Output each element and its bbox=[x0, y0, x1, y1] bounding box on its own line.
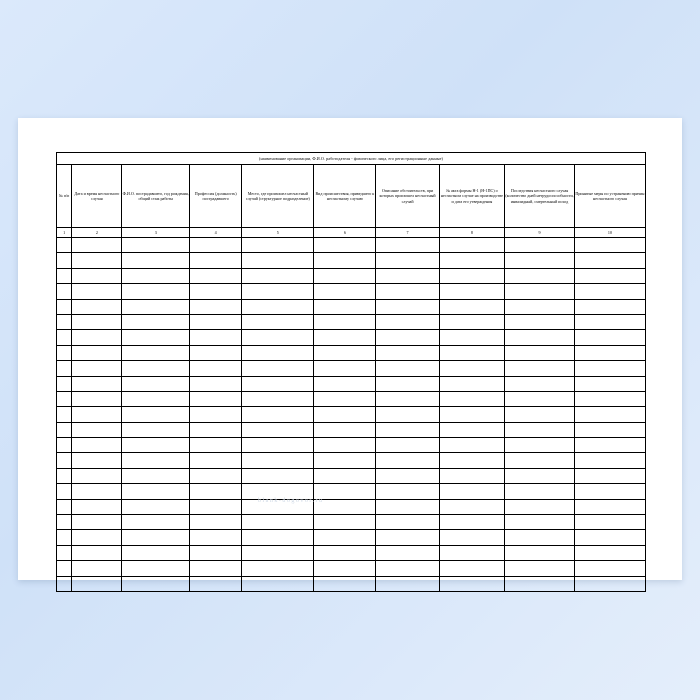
table-cell-col-9[interactable] bbox=[505, 484, 575, 499]
column-header-2: Дата и время несчастного случая bbox=[72, 165, 122, 228]
table-cell-col-10[interactable] bbox=[574, 361, 645, 376]
table-cell-col-3[interactable] bbox=[122, 330, 190, 345]
table-cell-col-4[interactable] bbox=[190, 561, 242, 576]
table-cell-col-10[interactable] bbox=[574, 515, 645, 530]
table-cell-col-10[interactable] bbox=[574, 284, 645, 299]
table-row[interactable] bbox=[57, 561, 646, 576]
table-cell-col-10[interactable] bbox=[574, 314, 645, 329]
table-cell-col-8[interactable] bbox=[439, 268, 504, 283]
table-cell-col-5[interactable] bbox=[242, 314, 314, 329]
table-cell-col-6[interactable] bbox=[314, 299, 376, 314]
table-cell-col-3[interactable] bbox=[122, 499, 190, 514]
table-cell-col-4[interactable] bbox=[190, 545, 242, 560]
table-row[interactable] bbox=[57, 515, 646, 530]
table-cell-col-1[interactable] bbox=[57, 284, 72, 299]
table-cell-col-2[interactable] bbox=[72, 576, 122, 591]
table-cell-col-5[interactable] bbox=[242, 422, 314, 437]
table-cell-col-10[interactable] bbox=[574, 238, 645, 253]
table-cell-col-1[interactable] bbox=[57, 545, 72, 560]
table-cell-col-4[interactable] bbox=[190, 407, 242, 422]
table-cell-col-7[interactable] bbox=[376, 545, 439, 560]
table-cell-col-1[interactable] bbox=[57, 407, 72, 422]
table-cell-col-7[interactable] bbox=[376, 499, 439, 514]
table-cell-col-4[interactable] bbox=[190, 484, 242, 499]
table-cell-col-8[interactable] bbox=[439, 253, 504, 268]
table-cell-col-4[interactable] bbox=[190, 268, 242, 283]
table-cell-col-4[interactable] bbox=[190, 330, 242, 345]
table-cell-col-4[interactable] bbox=[190, 345, 242, 360]
table-cell-col-2[interactable] bbox=[72, 345, 122, 360]
table-cell-col-9[interactable] bbox=[505, 253, 575, 268]
table-cell-col-7[interactable] bbox=[376, 438, 439, 453]
table-cell-col-2[interactable] bbox=[72, 314, 122, 329]
table-cell-col-4[interactable] bbox=[190, 515, 242, 530]
table-cell-col-6[interactable] bbox=[314, 391, 376, 406]
table-cell-col-6[interactable] bbox=[314, 253, 376, 268]
table-cell-col-6[interactable] bbox=[314, 468, 376, 483]
table-cell-col-2[interactable] bbox=[72, 545, 122, 560]
column-number-4: 4 bbox=[190, 228, 242, 238]
table-cell-col-2[interactable] bbox=[72, 268, 122, 283]
table-cell-col-9[interactable] bbox=[505, 407, 575, 422]
table-cell-col-10[interactable] bbox=[574, 330, 645, 345]
table-cell-col-1[interactable] bbox=[57, 314, 72, 329]
watermark-text: blank-dogovor.ru bbox=[258, 498, 324, 504]
table-cell-col-7[interactable] bbox=[376, 484, 439, 499]
table-cell-col-4[interactable] bbox=[190, 314, 242, 329]
table-cell-col-9[interactable] bbox=[505, 391, 575, 406]
table-cell-col-1[interactable] bbox=[57, 391, 72, 406]
table-cell-col-9[interactable] bbox=[505, 468, 575, 483]
table-row[interactable] bbox=[57, 499, 646, 514]
table-cell-col-3[interactable] bbox=[122, 453, 190, 468]
table-cell-col-9[interactable] bbox=[505, 438, 575, 453]
table-row[interactable] bbox=[57, 330, 646, 345]
table-cell-col-8[interactable] bbox=[439, 407, 504, 422]
table-cell-col-2[interactable] bbox=[72, 561, 122, 576]
table-cell-col-3[interactable] bbox=[122, 530, 190, 545]
table-cell-col-6[interactable] bbox=[314, 438, 376, 453]
column-number-7: 7 bbox=[376, 228, 439, 238]
table-cell-col-9[interactable] bbox=[505, 284, 575, 299]
column-number-3: 3 bbox=[122, 228, 190, 238]
table-cell-col-9[interactable] bbox=[505, 422, 575, 437]
table-cell-col-9[interactable] bbox=[505, 453, 575, 468]
column-header-9: Последствия несчастного случая (количество дней нетрудоспособности, инвалидный, смертельный исход bbox=[505, 165, 575, 228]
table-cell-col-4[interactable] bbox=[190, 576, 242, 591]
column-header-5: Место, где произошел несчастный случай (структурное подразделение) bbox=[242, 165, 314, 228]
table-cell-col-4[interactable] bbox=[190, 530, 242, 545]
table-cell-col-10[interactable] bbox=[574, 453, 645, 468]
table-cell-col-3[interactable] bbox=[122, 376, 190, 391]
table-cell-col-10[interactable] bbox=[574, 561, 645, 576]
org-caption-cell: (наименование организации, Ф.И.О. работодателя - физического лица, его регистрационные данные) bbox=[57, 153, 646, 165]
table-cell-col-2[interactable] bbox=[72, 391, 122, 406]
table-cell-col-4[interactable] bbox=[190, 438, 242, 453]
table-cell-col-8[interactable] bbox=[439, 376, 504, 391]
table-cell-col-10[interactable] bbox=[574, 530, 645, 545]
table-cell-col-5[interactable] bbox=[242, 376, 314, 391]
table-row[interactable] bbox=[57, 345, 646, 360]
table-cell-col-9[interactable] bbox=[505, 314, 575, 329]
table-cell-col-2[interactable] bbox=[72, 438, 122, 453]
table-cell-col-10[interactable] bbox=[574, 576, 645, 591]
table-cell-col-7[interactable] bbox=[376, 253, 439, 268]
table-cell-col-7[interactable] bbox=[376, 361, 439, 376]
table-cell-col-3[interactable] bbox=[122, 545, 190, 560]
table-cell-col-2[interactable] bbox=[72, 407, 122, 422]
table-cell-col-7[interactable] bbox=[376, 376, 439, 391]
table-cell-col-9[interactable] bbox=[505, 576, 575, 591]
table-cell-col-5[interactable] bbox=[242, 468, 314, 483]
table-cell-col-1[interactable] bbox=[57, 299, 72, 314]
table-cell-col-9[interactable] bbox=[505, 361, 575, 376]
table-cell-col-8[interactable] bbox=[439, 314, 504, 329]
paper-sheet bbox=[18, 118, 682, 580]
table-cell-col-8[interactable] bbox=[439, 576, 504, 591]
table-cell-col-4[interactable] bbox=[190, 238, 242, 253]
table-cell-col-2[interactable] bbox=[72, 361, 122, 376]
table-cell-col-8[interactable] bbox=[439, 284, 504, 299]
table-cell-col-10[interactable] bbox=[574, 253, 645, 268]
table-row[interactable] bbox=[57, 576, 646, 591]
table-cell-col-3[interactable] bbox=[122, 422, 190, 437]
table-cell-col-2[interactable] bbox=[72, 284, 122, 299]
table-cell-col-1[interactable] bbox=[57, 515, 72, 530]
table-cell-col-2[interactable] bbox=[72, 422, 122, 437]
table-cell-col-7[interactable] bbox=[376, 391, 439, 406]
table-cell-col-7[interactable] bbox=[376, 330, 439, 345]
table-cell-col-2[interactable] bbox=[72, 299, 122, 314]
table-cell-col-5[interactable] bbox=[242, 299, 314, 314]
table-cell-col-2[interactable] bbox=[72, 330, 122, 345]
registration-table-area bbox=[56, 152, 646, 592]
table-cell-col-6[interactable] bbox=[314, 361, 376, 376]
table-cell-col-1[interactable] bbox=[57, 361, 72, 376]
table-cell-col-7[interactable] bbox=[376, 453, 439, 468]
table-row[interactable] bbox=[57, 268, 646, 283]
org-caption-row bbox=[57, 153, 646, 165]
table-cell-col-1[interactable] bbox=[57, 576, 72, 591]
column-number-10: 10 bbox=[574, 228, 645, 238]
table-cell-col-9[interactable] bbox=[505, 530, 575, 545]
table-cell-col-4[interactable] bbox=[190, 422, 242, 437]
table-row[interactable] bbox=[57, 253, 646, 268]
table-cell-col-10[interactable] bbox=[574, 499, 645, 514]
table-cell-col-5[interactable] bbox=[242, 345, 314, 360]
table-cell-col-5[interactable] bbox=[242, 453, 314, 468]
table-cell-col-3[interactable] bbox=[122, 515, 190, 530]
table-cell-col-3[interactable] bbox=[122, 268, 190, 283]
table-cell-col-5[interactable] bbox=[242, 253, 314, 268]
table-cell-col-2[interactable] bbox=[72, 499, 122, 514]
table-cell-col-8[interactable] bbox=[439, 499, 504, 514]
table-cell-col-8[interactable] bbox=[439, 545, 504, 560]
table-cell-col-7[interactable] bbox=[376, 468, 439, 483]
table-cell-col-1[interactable] bbox=[57, 268, 72, 283]
table-cell-col-3[interactable] bbox=[122, 468, 190, 483]
table-cell-col-10[interactable] bbox=[574, 484, 645, 499]
table-cell-col-2[interactable] bbox=[72, 376, 122, 391]
column-header-1: № п/п bbox=[57, 165, 72, 228]
table-cell-col-9[interactable] bbox=[505, 515, 575, 530]
table-row[interactable] bbox=[57, 422, 646, 437]
table-cell-col-5[interactable] bbox=[242, 515, 314, 530]
table-cell-col-1[interactable] bbox=[57, 238, 72, 253]
table-cell-col-2[interactable] bbox=[72, 515, 122, 530]
table-cell-col-4[interactable] bbox=[190, 253, 242, 268]
table-cell-col-3[interactable] bbox=[122, 361, 190, 376]
table-cell-col-7[interactable] bbox=[376, 314, 439, 329]
table-cell-col-6[interactable] bbox=[314, 576, 376, 591]
table-cell-col-8[interactable] bbox=[439, 299, 504, 314]
table-cell-col-4[interactable] bbox=[190, 499, 242, 514]
table-cell-col-8[interactable] bbox=[439, 238, 504, 253]
table-cell-col-8[interactable] bbox=[439, 345, 504, 360]
table-cell-col-5[interactable] bbox=[242, 238, 314, 253]
table-cell-col-1[interactable] bbox=[57, 453, 72, 468]
table-cell-col-8[interactable] bbox=[439, 515, 504, 530]
table-cell-col-9[interactable] bbox=[505, 330, 575, 345]
table-cell-col-6[interactable] bbox=[314, 238, 376, 253]
table-cell-col-2[interactable] bbox=[72, 468, 122, 483]
table-row[interactable] bbox=[57, 238, 646, 253]
table-cell-col-1[interactable] bbox=[57, 499, 72, 514]
table-cell-col-1[interactable] bbox=[57, 438, 72, 453]
table-cell-col-10[interactable] bbox=[574, 545, 645, 560]
table-cell-col-1[interactable] bbox=[57, 561, 72, 576]
table-cell-col-8[interactable] bbox=[439, 391, 504, 406]
table-cell-col-6[interactable] bbox=[314, 376, 376, 391]
table-row[interactable] bbox=[57, 284, 646, 299]
table-cell-col-7[interactable] bbox=[376, 515, 439, 530]
table-row[interactable] bbox=[57, 391, 646, 406]
table-row[interactable] bbox=[57, 468, 646, 483]
table-cell-col-7[interactable] bbox=[376, 299, 439, 314]
table-cell-col-3[interactable] bbox=[122, 253, 190, 268]
table-cell-col-7[interactable] bbox=[376, 576, 439, 591]
column-number-row bbox=[57, 228, 646, 238]
table-cell-col-8[interactable] bbox=[439, 468, 504, 483]
table-cell-col-10[interactable] bbox=[574, 407, 645, 422]
table-cell-col-4[interactable] bbox=[190, 391, 242, 406]
table-row[interactable] bbox=[57, 530, 646, 545]
table-cell-col-1[interactable] bbox=[57, 253, 72, 268]
table-cell-col-9[interactable] bbox=[505, 561, 575, 576]
table-cell-col-8[interactable] bbox=[439, 530, 504, 545]
table-cell-col-9[interactable] bbox=[505, 376, 575, 391]
table-header-row bbox=[57, 165, 646, 228]
table-cell-col-5[interactable] bbox=[242, 391, 314, 406]
table-cell-col-9[interactable] bbox=[505, 238, 575, 253]
table-cell-col-1[interactable] bbox=[57, 468, 72, 483]
table-cell-col-3[interactable] bbox=[122, 238, 190, 253]
table-cell-col-8[interactable] bbox=[439, 561, 504, 576]
table-cell-col-7[interactable] bbox=[376, 530, 439, 545]
table-cell-col-6[interactable] bbox=[314, 345, 376, 360]
table-cell-col-3[interactable] bbox=[122, 284, 190, 299]
table-cell-col-8[interactable] bbox=[439, 453, 504, 468]
table-cell-col-6[interactable] bbox=[314, 530, 376, 545]
table-cell-col-8[interactable] bbox=[439, 422, 504, 437]
table-row[interactable] bbox=[57, 314, 646, 329]
table-cell-col-9[interactable] bbox=[505, 345, 575, 360]
table-cell-col-3[interactable] bbox=[122, 576, 190, 591]
table-cell-col-4[interactable] bbox=[190, 361, 242, 376]
table-cell-col-9[interactable] bbox=[505, 299, 575, 314]
table-cell-col-3[interactable] bbox=[122, 299, 190, 314]
column-header-4: Профессия (должность) пострадавшего bbox=[190, 165, 242, 228]
table-cell-col-1[interactable] bbox=[57, 530, 72, 545]
table-cell-col-6[interactable] bbox=[314, 422, 376, 437]
table-cell-col-4[interactable] bbox=[190, 376, 242, 391]
table-cell-col-6[interactable] bbox=[314, 484, 376, 499]
table-cell-col-5[interactable] bbox=[242, 330, 314, 345]
table-cell-col-4[interactable] bbox=[190, 284, 242, 299]
column-number-9: 9 bbox=[505, 228, 575, 238]
table-cell-col-6[interactable] bbox=[314, 561, 376, 576]
table-cell-col-5[interactable] bbox=[242, 407, 314, 422]
table-cell-col-10[interactable] bbox=[574, 438, 645, 453]
column-header-6: Вид происшествия, приведшего к несчастному случаю bbox=[314, 165, 376, 228]
table-cell-col-10[interactable] bbox=[574, 345, 645, 360]
table-cell-col-7[interactable] bbox=[376, 422, 439, 437]
table-row[interactable] bbox=[57, 376, 646, 391]
table-cell-col-6[interactable] bbox=[314, 407, 376, 422]
table-cell-col-6[interactable] bbox=[314, 268, 376, 283]
table-cell-col-4[interactable] bbox=[190, 299, 242, 314]
table-cell-col-3[interactable] bbox=[122, 391, 190, 406]
table-cell-col-1[interactable] bbox=[57, 376, 72, 391]
table-cell-col-10[interactable] bbox=[574, 376, 645, 391]
column-number-2: 2 bbox=[72, 228, 122, 238]
table-cell-col-6[interactable] bbox=[314, 545, 376, 560]
column-number-5: 5 bbox=[242, 228, 314, 238]
table-row[interactable] bbox=[57, 361, 646, 376]
table-cell-col-7[interactable] bbox=[376, 345, 439, 360]
table-row[interactable] bbox=[57, 299, 646, 314]
table-cell-col-5[interactable] bbox=[242, 530, 314, 545]
table-row[interactable] bbox=[57, 545, 646, 560]
table-cell-col-7[interactable] bbox=[376, 284, 439, 299]
table-row[interactable] bbox=[57, 484, 646, 499]
table-cell-col-10[interactable] bbox=[574, 299, 645, 314]
table-cell-col-3[interactable] bbox=[122, 484, 190, 499]
table-row[interactable] bbox=[57, 438, 646, 453]
table-cell-col-9[interactable] bbox=[505, 499, 575, 514]
table-cell-col-5[interactable] bbox=[242, 484, 314, 499]
table-cell-col-10[interactable] bbox=[574, 468, 645, 483]
table-cell-col-5[interactable] bbox=[242, 268, 314, 283]
table-cell-col-7[interactable] bbox=[376, 561, 439, 576]
table-cell-col-10[interactable] bbox=[574, 268, 645, 283]
table-cell-col-7[interactable] bbox=[376, 407, 439, 422]
table-cell-col-3[interactable] bbox=[122, 438, 190, 453]
table-cell-col-9[interactable] bbox=[505, 268, 575, 283]
table-cell-col-5[interactable] bbox=[242, 561, 314, 576]
table-cell-col-5[interactable] bbox=[242, 545, 314, 560]
column-header-8: № акта формы Н-1 (Н-1ПС) о несчастном случае на производстве и дата его утверждения bbox=[439, 165, 504, 228]
table-cell-col-1[interactable] bbox=[57, 345, 72, 360]
table-cell-col-6[interactable] bbox=[314, 330, 376, 345]
table-cell-col-3[interactable] bbox=[122, 314, 190, 329]
column-number-1: 1 bbox=[57, 228, 72, 238]
column-number-6: 6 bbox=[314, 228, 376, 238]
table-cell-col-2[interactable] bbox=[72, 530, 122, 545]
accident-registration-table bbox=[56, 152, 646, 592]
table-cell-col-7[interactable] bbox=[376, 238, 439, 253]
table-cell-col-7[interactable] bbox=[376, 268, 439, 283]
table-cell-col-4[interactable] bbox=[190, 453, 242, 468]
table-cell-col-1[interactable] bbox=[57, 422, 72, 437]
table-cell-col-3[interactable] bbox=[122, 345, 190, 360]
column-number-8: 8 bbox=[439, 228, 504, 238]
table-cell-col-5[interactable] bbox=[242, 438, 314, 453]
table-cell-col-6[interactable] bbox=[314, 314, 376, 329]
table-cell-col-4[interactable] bbox=[190, 468, 242, 483]
table-cell-col-3[interactable] bbox=[122, 407, 190, 422]
table-cell-col-6[interactable] bbox=[314, 453, 376, 468]
table-cell-col-1[interactable] bbox=[57, 330, 72, 345]
table-cell-col-3[interactable] bbox=[122, 561, 190, 576]
table-cell-col-2[interactable] bbox=[72, 453, 122, 468]
table-cell-col-5[interactable] bbox=[242, 576, 314, 591]
table-cell-col-10[interactable] bbox=[574, 422, 645, 437]
table-cell-col-2[interactable] bbox=[72, 253, 122, 268]
table-cell-col-8[interactable] bbox=[439, 484, 504, 499]
table-cell-col-1[interactable] bbox=[57, 484, 72, 499]
table-cell-col-6[interactable] bbox=[314, 284, 376, 299]
table-cell-col-5[interactable] bbox=[242, 361, 314, 376]
table-cell-col-5[interactable] bbox=[242, 284, 314, 299]
table-cell-col-9[interactable] bbox=[505, 545, 575, 560]
column-header-7: Описание обстоятельств, при которых произошел несчастный случай bbox=[376, 165, 439, 228]
table-cell-col-2[interactable] bbox=[72, 484, 122, 499]
table-cell-col-8[interactable] bbox=[439, 438, 504, 453]
table-cell-col-8[interactable] bbox=[439, 361, 504, 376]
table-row[interactable] bbox=[57, 453, 646, 468]
column-header-10: Принятые меры по устранению причин несчастного случая bbox=[574, 165, 645, 228]
table-cell-col-8[interactable] bbox=[439, 330, 504, 345]
table-cell-col-6[interactable] bbox=[314, 515, 376, 530]
table-cell-col-2[interactable] bbox=[72, 238, 122, 253]
table-cell-col-10[interactable] bbox=[574, 391, 645, 406]
column-header-3: Ф.И.О. пострадавшего, год рождения, общий стаж работы bbox=[122, 165, 190, 228]
table-row[interactable] bbox=[57, 407, 646, 422]
